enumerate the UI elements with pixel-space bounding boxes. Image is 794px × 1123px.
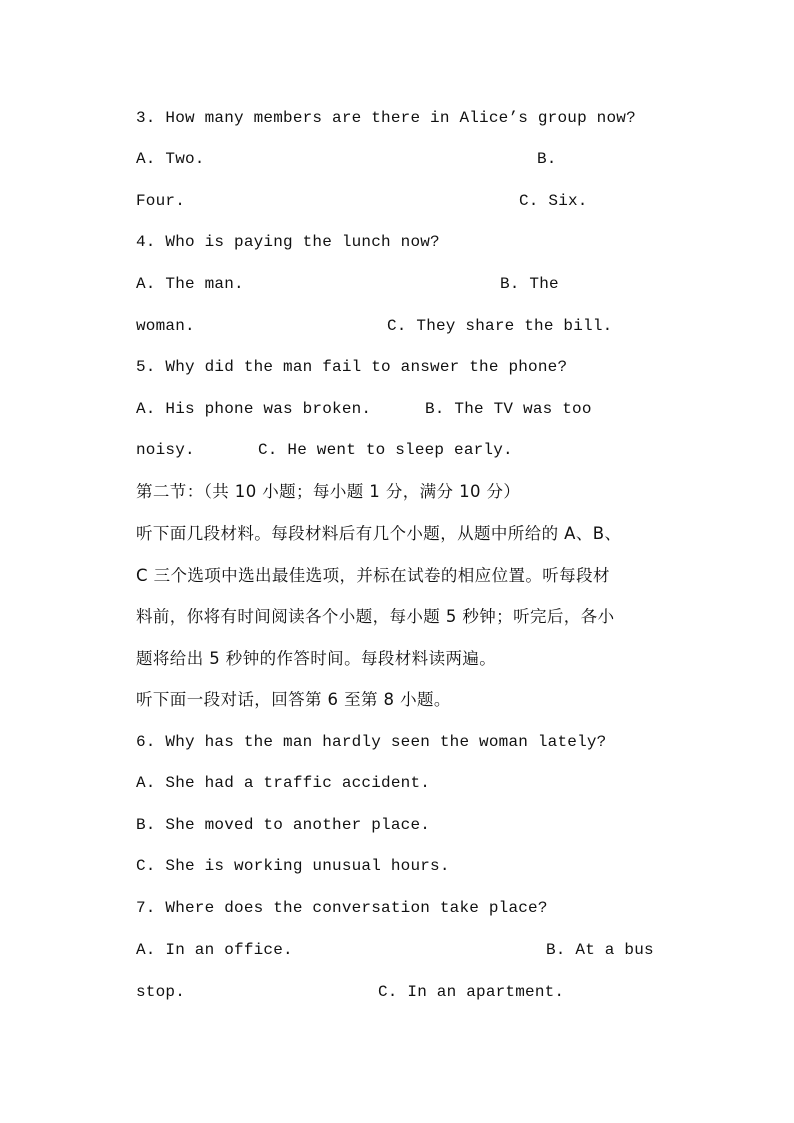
q3-option-b-label: B. (537, 150, 557, 168)
q3-option-b-text: Four. (136, 192, 186, 210)
q7-option-c: C. In an apartment. (378, 983, 565, 1001)
q3-option-a: A. Two. (136, 150, 205, 168)
q4-option-a: A. The man. (136, 275, 244, 293)
dialogue-intro: 听下面一段对话，回答第 6 至第 8 小题。 (136, 690, 451, 709)
question-5: 5. Why did the man fail to answer the phone? (136, 358, 568, 376)
q5-option-c: C. He went to sleep early. (258, 441, 513, 459)
q7-option-b-start: B. At a bus (546, 941, 654, 959)
question-6: 6. Why has the man hardly seen the woman lately? (136, 733, 607, 751)
section-2-heading: 第二节：（共 10 小题；每小题 1 分，满分 10 分） (136, 482, 521, 501)
section-2-instructions-line-2: C 三个选项中选出最佳选项，并标在试卷的相应位置。听每段材 (136, 566, 610, 585)
q6-option-c: C. She is working unusual hours. (136, 857, 450, 875)
section-2-instructions-line-1: 听下面几段材料。每段材料后有几个小题，从题中所给的 A、B、 (136, 524, 622, 543)
q5-option-b-start: B. The TV was too (425, 400, 592, 418)
question-4: 4. Who is paying the lunch now? (136, 233, 440, 251)
question-7: 7. Where does the conversation take place? (136, 899, 548, 917)
q4-option-b-start: B. The (500, 275, 559, 293)
q3-option-c: C. Six. (519, 192, 588, 210)
section-2-instructions-line-3: 料前，你将有时间阅读各个小题，每小题 5 秒钟；听完后，各小 (136, 607, 615, 626)
q7-option-a: A. In an office. (136, 941, 293, 959)
q4-option-c: C. They share the bill. (387, 317, 613, 335)
q7-option-b-end: stop. (136, 983, 186, 1001)
q5-option-a: A. His phone was broken. (136, 400, 372, 418)
question-3: 3. How many members are there in Alice’s group now? (136, 109, 636, 127)
q4-option-b-end: woman. (136, 317, 195, 335)
q6-option-b: B. She moved to another place. (136, 816, 431, 834)
section-2-instructions-line-4: 题将给出 5 秒钟的作答时间。每段材料读两遍。 (136, 649, 497, 668)
q6-option-a: A. She had a traffic accident. (136, 774, 431, 792)
q5-option-b-end: noisy. (136, 441, 195, 459)
